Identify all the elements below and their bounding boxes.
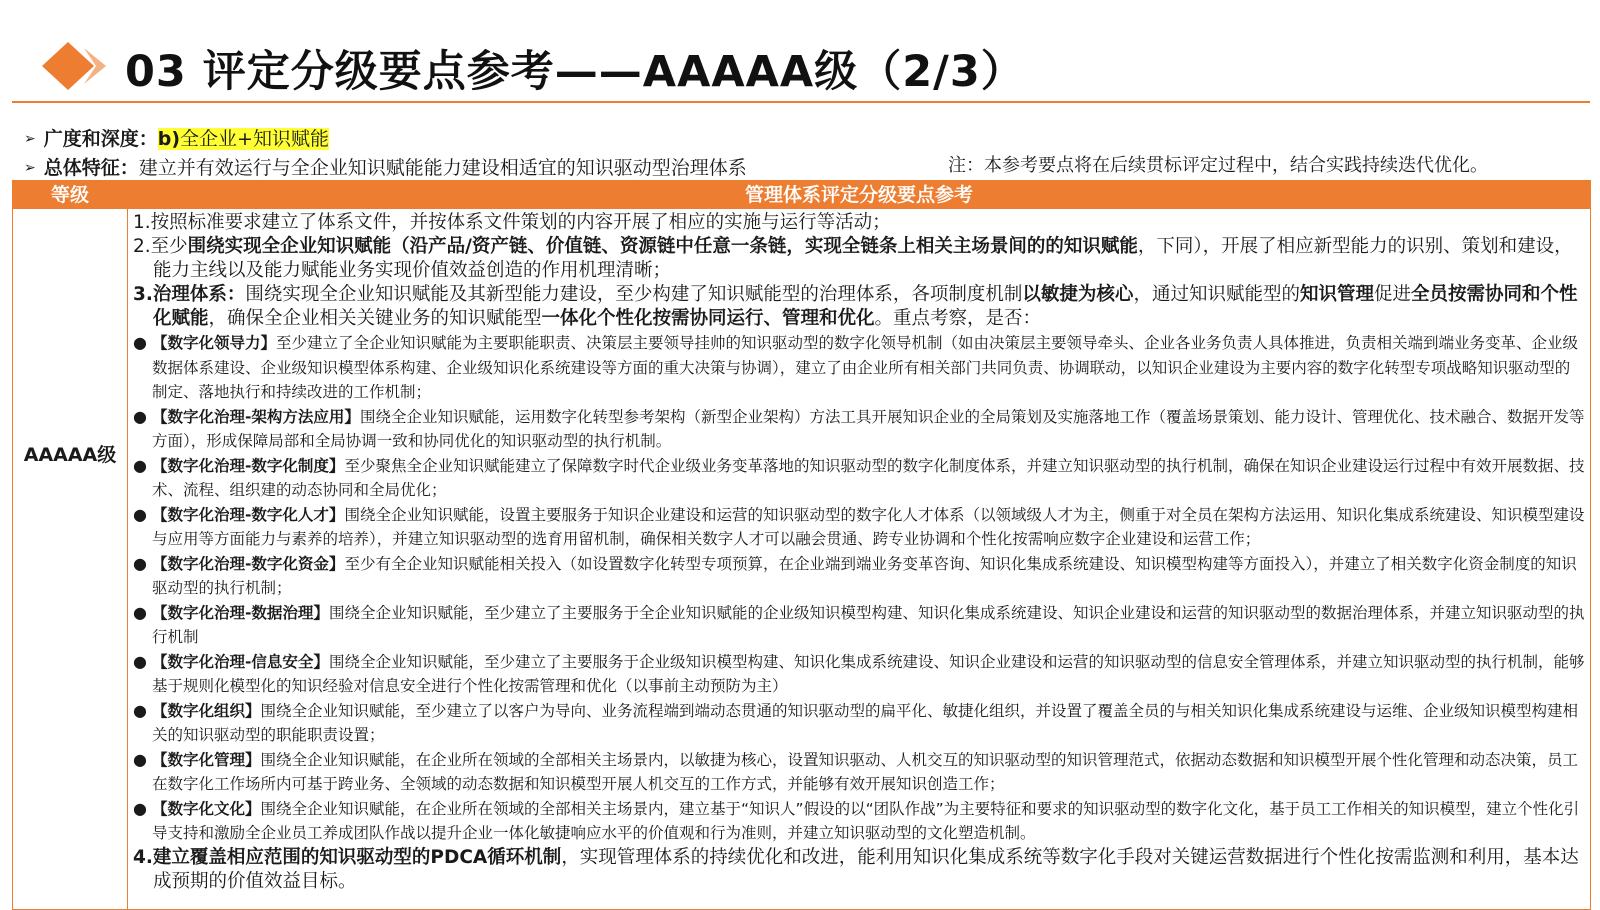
evaluation-table	[12, 180, 1591, 910]
arrow-bullet-icon: ➢	[24, 160, 36, 176]
feature-line	[24, 153, 747, 180]
header-points: 管理体系评定分级要点参考	[128, 181, 1590, 209]
breadth-value	[158, 128, 329, 150]
point-3-bold-b: 知识管理	[1299, 284, 1374, 305]
feature-label: 总体特征：	[43, 157, 139, 179]
point-4-bold: 4.建立覆盖相应范围的知识驱动型的PDCA循环机制	[133, 846, 562, 868]
bullet-dot-icon: ●	[133, 333, 147, 352]
bullet-text: 围绕全企业知识赋能，至少建立了主要服务于企业级知识模型构建、知识化集成系统建设、知识企业建设和运营的知识驱动型的信息安全管理体系，并建立知识驱动型的执行机制，能够基于规则化模型化的知识经验对信息安全进行个性化按需管理和优化（以事前主动预防为主）	[152, 652, 1585, 695]
breadth-line	[24, 124, 329, 151]
point-3-text-b: ，通过知识赋能型的	[1133, 284, 1300, 305]
point-3	[133, 283, 1585, 331]
bullet-text: 围绕全企业知识赋能，在企业所在领域的全部相关主场景内，建立基于“知识人”假设的以“团队作战”为主要特征和要求的知识驱动型的数字化文化，基于员工工作相关的知识模型，建立个性化引导支持和激励全企业员工养成团队作战以提升企业一体化敏捷响应水平的价值观和行为准则，并建立知识驱动型的文化塑造机制。	[152, 799, 1580, 842]
arrow-bullet-icon: ➢	[24, 131, 36, 147]
bullet-item	[133, 503, 1585, 552]
bullet-tag: 【数字化治理-数字化制度】	[152, 456, 345, 475]
bullet-item	[133, 454, 1585, 503]
point-3-text-e: 。重点考察，是否：	[874, 308, 1042, 329]
point-3-text-c: 促进	[1373, 284, 1411, 305]
bullet-item	[133, 405, 1585, 454]
bullet-dot-icon: ●	[133, 602, 147, 622]
bullet-dot-icon: ●	[133, 504, 147, 524]
page-title: 03 评定分级要点参考——AAAAA级（2/3）	[125, 47, 1025, 97]
bullet-text: 围绕全企业知识赋能，设置主要服务于知识企业建设和运营的知识驱动型的数字化人才体系（以领域级人才为主，侧重于对全员在架构方法运用、知识化集成系统建设、知识模型建设与应用等方面能力与素养的培养），并建立知识驱动型的选育用留机制，确保相关数字人才可以融会贯通、跨专业协调和个性化按需响应数字企业建设和运营工作；	[152, 505, 1585, 548]
bullet-dot-icon: ●	[133, 553, 147, 573]
bullet-dot-icon: ●	[133, 406, 147, 426]
bullet-dot-icon: ●	[133, 798, 147, 818]
point-3-bold-c: 全员按需协同和个性化赋能	[153, 284, 1578, 329]
bullet-dot-icon: ●	[133, 651, 147, 671]
bullet-tag: 【数字化组织】	[152, 701, 261, 720]
point-4	[133, 846, 1585, 894]
bullet-tag: 【数字化领导力】	[152, 334, 277, 352]
breadth-label: 广度和深度：	[43, 128, 158, 150]
point-4-text: ，实现管理体系的持续优化和改进，能利用知识化集成系统等数字化手段对关键运营数据进行个性化按需监测和利用，基本达成预期的价值效益目标。	[153, 846, 1579, 892]
bullet-dot-icon: ●	[133, 455, 147, 475]
bullet-tag: 【数字化治理-信息安全】	[152, 652, 329, 671]
point-2-lead: 2.至少	[133, 236, 188, 257]
header-level: 等级	[13, 181, 127, 209]
bullet-text: 至少聚焦全企业知识赋能建立了保障数字时代企业级业务变革落地的知识驱动型的数字化制度体系，并建立知识驱动型的执行机制，确保在知识企业建设运行过程中有效开展数据、技术、流程、组织建的动态协同和全局优化；	[152, 456, 1585, 499]
bullet-text: 围绕全企业知识赋能，运用数字化转型参考架构（新型企业架构）方法工具开展知识企业的全局策划及实施落地工作（覆盖场景策划、能力设计、管理优化、技术融合、数据开发等方面），形成保障局部和全局协调一致和协同优化的知识驱动型的执行机制。	[152, 407, 1585, 450]
orange-diamond-icon	[42, 40, 112, 92]
bullet-tag: 【数字化治理-数字化人才】	[152, 505, 345, 524]
point-1: 1.按照标准要求建立了体系文件，并按体系文件策划的内容开展了相应的实施与运行等活动；	[133, 212, 891, 233]
point-2-bold: 围绕实现全企业知识赋能（沿产品/资产链、价值链、资源链中任意一条链，实现全链条上相关主场景间的的知识赋能	[187, 236, 1138, 257]
bullet-dot-icon: ●	[133, 700, 147, 720]
points-cell	[133, 209, 1585, 894]
bullet-text: 围绕全企业知识赋能，在企业所在领域的全部相关主场景内，以敏捷为核心，设置知识驱动、人机交互的知识驱动型的知识管理范式，依据动态数据和知识模型开展个性化管理和动态决策，员工在数字化工作场所内可基于跨业务、全领域的动态数据和知识模型开展人机交互的工作方式，并能够有效开展知识创造工作；	[152, 750, 1579, 793]
bullet-tag: 【数字化治理-数字化资金】	[152, 554, 345, 573]
breadth-value-prefix: b)	[157, 128, 181, 150]
bullet-tag: 【数字化文化】	[152, 799, 261, 818]
bullet-item	[133, 552, 1585, 601]
point-3-text-d: ，确保全企业相关关键业务的知识赋能型	[208, 308, 542, 329]
point-2-rest: ，下同），开展了相应新型能力的识别、策划和建设，能力主线以及能力赋能业务实现价值效益创造的作用机理清晰；	[153, 236, 1573, 281]
bullet-dot-icon: ●	[133, 749, 147, 769]
bullet-tag: 【数字化治理-数据治理】	[152, 603, 329, 622]
feature-value: 建立并有效运行与全企业知识赋能能力建设相适宜的知识驱动型治理体系	[138, 157, 747, 179]
bullet-text: 至少有全企业知识赋能相关投入（如设置数字化转型专项预算，在企业端到端业务变革咨询、知识化集成系统建设、知识模型构建等方面投入），并建立了相关数字化资金制度的知识驱动型的执行机制；	[152, 554, 1577, 597]
note-text: 注：本参考要点将在后续贯标评定过程中，结合实践持续迭代优化。	[948, 155, 1488, 176]
bullet-text: 至少建立了全企业知识赋能为主要职能职责、决策层主要领导挂帅的知识驱动型的数字化领导机制（如由决策层主要领导牵头、企业各业务负责人具体推进，负责相关端到端业务变革、企业级数据体系建设、企业级知识模型体系构建、企业级知识化系统建设等方面的重大决策与协调），建立了由企业所有相关部门共同负责、协调联动，以知识企业建设为主要内容的数字化转型专项战略知识驱动型的制定、落地执行和持续改进的工作机制；	[152, 334, 1579, 401]
title-area	[0, 0, 1600, 110]
level-cell	[13, 209, 127, 909]
bullet-tag: 【数字化管理】	[152, 750, 261, 769]
breadth-value-text: 全企业+知识赋能	[180, 128, 329, 150]
bullet-item	[133, 601, 1585, 650]
point-3-label: 3.治理体系：	[133, 284, 246, 305]
bullet-item	[133, 650, 1585, 699]
column-divider	[127, 181, 128, 909]
bullet-item	[133, 699, 1585, 748]
bullet-item	[133, 748, 1585, 797]
point-3-bold-a: 以敏捷为核心	[1022, 284, 1134, 305]
bullet-tag: 【数字化治理-架构方法应用】	[152, 407, 360, 426]
bullet-text: 围绕全企业知识赋能，至少建立了主要服务于全企业知识赋能的企业级知识模型构建、知识化集成系统建设、知识企业建设和运营的知识驱动型的数据治理体系，并建立知识驱动型的执行机制	[152, 603, 1585, 646]
title-divider	[12, 101, 1590, 103]
level-label: AAAAA级	[23, 443, 117, 466]
point-3-text-a: 围绕实现全企业知识赋能及其新型能力建设，至少构建了知识赋能型的治理体系，各项制度机制	[245, 284, 1023, 305]
bullet-text: 围绕全企业知识赋能，至少建立了以客户为导向、业务流程端到端动态贯通的知识驱动型的扁平化、敏捷化组织，并设置了覆盖全员的与相关知识化集成系统建设与运维、企业级知识模型构建相关的知识驱动型的职能职责设置；	[152, 701, 1579, 744]
bullet-item	[133, 331, 1585, 405]
point-3-bold-d: 一体化个性化按需协同运行、管理和优化	[541, 308, 875, 329]
point-2	[133, 235, 1585, 283]
bullet-item	[133, 797, 1585, 846]
